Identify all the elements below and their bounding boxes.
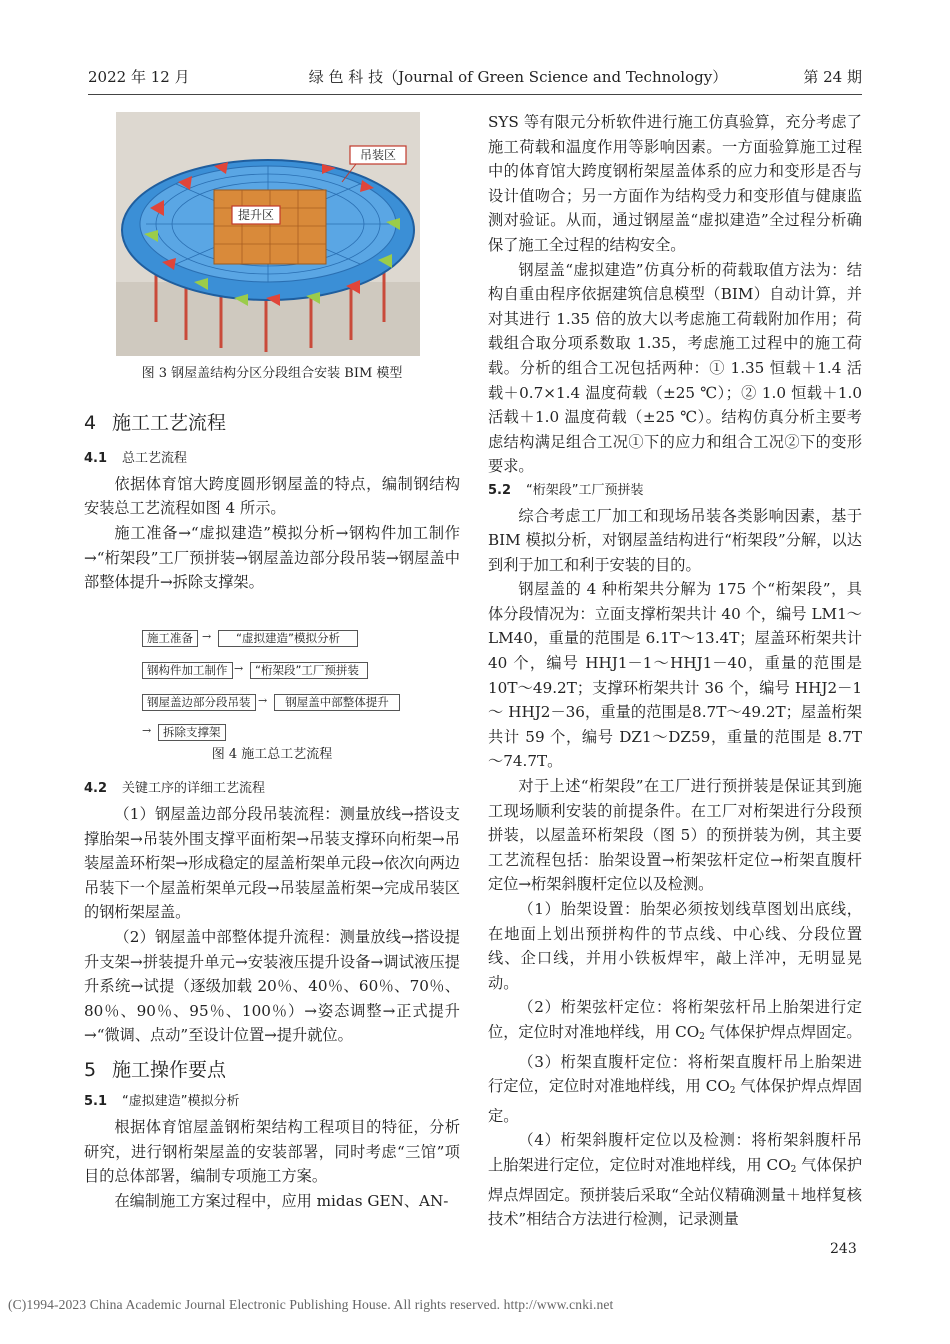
- issue-number: 第 24 期: [803, 68, 862, 86]
- paragraph-text: （4）桁架斜腹杆定位以及检测：将桁架斜腹杆吊上胎架进行定位，定位时对准地样线，用 CO: [488, 1131, 862, 1174]
- subsection-5-2-heading: [488, 479, 862, 504]
- section-4-heading: [84, 411, 460, 436]
- co2-subscript: 2: [729, 1086, 736, 1097]
- flow-step: 钢构件加工制作: [142, 662, 233, 679]
- flow-step: “桁架段”工厂预拼装: [250, 662, 368, 679]
- paragraph: [488, 1050, 862, 1129]
- flow-arrow: →: [202, 630, 212, 643]
- issue-date: 2022 年 12 月: [88, 68, 190, 86]
- paragraph: 钢屋盖的 4 种桁架共分解为 175 个“桁架段”，具体分段情况为：立面支撑桁架共计 40 个，编号 LM1～LM40，重量的范围是 6.1T～13.4T；屋盖环桁架共计 40 个，编号 HHJ1－1～HHJ1－40，重量的范围是 10T～49.2T；支撑环桁架共计 36 个，编号 HHJ2－1～ HHJ2－36，重量的范围是8.7T～49.2T；屋盖桁架共计 59 个，编号 DZ1～DZ59，重量的范围是 8.7T～74.7T。: [488, 580, 862, 771]
- subsection-title: “虚拟建造”模拟分析: [122, 1094, 240, 1110]
- figure-4-flowchart: [140, 624, 410, 744]
- header-rule: [88, 94, 862, 95]
- paragraph-text: （2）桁架弦杆定位：将桁架弦杆吊上胎架进行定位，定位时对准地样线，用 CO: [488, 998, 862, 1041]
- paragraph: [488, 995, 862, 1049]
- co2-subscript: 2: [699, 1031, 705, 1042]
- subsection-4-1-heading: [84, 447, 460, 472]
- subsection-title: 关键工序的详细工艺流程: [122, 781, 266, 797]
- paragraph: （2）钢屋盖中部整体提升流程：测量放线→搭设提升支架→拼装提升单元→安装液压提升设备→调试液压提升系统→试提（逐级加载 20％、40％、60％、70％、80％、90％、95％、100％）→姿态调整→正式提升→“微调、点动”至设计位置→提升就位。: [84, 927, 460, 1045]
- paragraph: 钢屋盖“虚拟建造”仿真分析的荷载取值方法为：结构自重由程序依据建筑信息模型（BIM）自动计算，并对其进行 1.35 倍的放大以考虑施工荷载附加作用；荷载组合取分项系数取 1.35，考虑施工过程中的施工荷载。分析的组合工况包括两种：① 1.35 恒载＋1.4 活载＋0.7×1.4 温度荷载（±25 ℃）；② 1.0 恒载＋1.0 活载＋1.0 温度荷载（±25 ℃）。结构仿真分析主要考虑结构满足组合工况①下的应力和组合工况②下的变形要求。: [488, 260, 862, 476]
- flow-step: 拆除支撑架: [158, 724, 226, 741]
- page-number: 243: [830, 1241, 857, 1257]
- figure-3-caption: 图 3 钢屋盖结构分区分段组合安装 BIM 模型: [141, 366, 403, 381]
- paragraph-text: 气体保护焊点焊固定。: [488, 1077, 863, 1125]
- running-header: [88, 66, 862, 88]
- section-5-heading: [84, 1058, 460, 1083]
- flow-step: 钢屋盖中部整体提升: [274, 694, 400, 711]
- subsection-4-2-heading: [84, 777, 460, 802]
- figure-4-caption: 图 4 施工总工艺流程: [211, 746, 333, 762]
- flow-arrow: →: [234, 662, 244, 675]
- subsection-title: 总工艺流程: [122, 451, 188, 467]
- paragraph: 依据体育馆大跨度圆形钢屋盖的特点，编制钢结构安装总工艺流程如图 4 所示。: [84, 474, 460, 518]
- paragraph-text: 气体保护焊点焊固定。: [704, 1022, 862, 1041]
- flow-step: 施工准备: [142, 630, 198, 647]
- journal-name: 绿 色 科 技（Journal of Green Science and Technology）: [308, 68, 728, 86]
- paragraph-text: （3）桁架直腹杆定位：将桁架直腹杆吊上胎架进行定位，定位时对准地样线，用 CO: [488, 1052, 862, 1096]
- paragraph: SYS 等有限元分析软件进行施工仿真验算，充分考虑了施工荷载和温度作用等影响因素。一方面验算施工过程中的体育馆大跨度钢桁架屋盖体系的应力和变形是否与设计值吻合；另一方面作为结构受力和变形值与健康监测对验证。从而，通过钢屋盖“虚拟建造”全过程分析确保了施工全过程的结构安全。: [488, 113, 862, 254]
- paragraph: （1）钢屋盖边部分段吊装流程：测量放线→搭设支撑胎架→吊装外围支撑平面桁架→吊装支撑环向桁架→吊装屋盖环桁架→形成稳定的屋盖桁架单元段→依次向两边吊装下一个屋盖桁架单元段→吊装屋盖桁架→完成吊装区的钢桁架屋盖。: [84, 804, 460, 922]
- label-lift-zone: 提升区: [237, 208, 275, 222]
- paragraph-text: 气体保护焊点焊固定。预拼装后采取“全站仪精确测量＋地样复核技术”相结合方法进行检测，记录测量: [488, 1155, 863, 1229]
- paragraph: 施工准备→“虚拟建造”模拟分析→钢构件加工制作→“桁架段”工厂预拼装→钢屋盖边部分段吊装→钢屋盖中部整体提升→拆除支撑架。: [84, 523, 460, 592]
- co2-subscript: 2: [790, 1164, 797, 1175]
- subsection-number: 4.1: [84, 451, 108, 467]
- subsection-number: 4.2: [84, 781, 108, 797]
- copyright-notice: (C)1994-2023 China Academic Journal Electronic Publishing House. All rights reserved. http://www.cnki.net: [8, 1297, 614, 1312]
- flow-arrow: →: [258, 694, 268, 707]
- paragraph: （1）胎架设置：胎架必须按划线草图划出底线，在地面上划出预拼构件的节点线、中心线、分段位置线、企口线，并用小铁板焊牢，敲上洋冲，无明显晃动。: [488, 900, 862, 992]
- label-hoist-zone: 吊装区: [359, 148, 397, 162]
- subsection-number: 5.2: [488, 482, 512, 498]
- section-title: 施工操作要点: [112, 1058, 227, 1081]
- section-number: 4: [84, 411, 97, 434]
- subsection-5-1-heading: [84, 1090, 460, 1115]
- subsection-title: “桁架段”工厂预拼装: [526, 482, 644, 498]
- paragraph: 综合考虑工厂加工和现场吊装各类影响因素，基于 BIM 模拟分析，对钢屋盖结构进行“桁架段”分解，以达到利于加工和利于安装的目的。: [488, 506, 862, 574]
- right-column: [488, 110, 862, 1232]
- paragraph: [488, 1128, 862, 1231]
- section-number: 5: [84, 1058, 97, 1081]
- subsection-number: 5.1: [84, 1094, 108, 1110]
- flow-step: 钢屋盖边部分段吊装: [142, 694, 256, 711]
- section-title: 施工工艺流程: [112, 411, 227, 434]
- paragraph: 在编制施工方案过程中，应用 midas GEN、AN-: [114, 1191, 449, 1210]
- paragraph: 对于上述“桁架段”在工厂进行预拼装是保证其到施工现场顺利安装的前提条件。在工厂对桁架进行分段预拼装，以屋盖环桁架段（图 5）的预拼装为例，其主要工艺流程包括：胎架设置→桁架弦杆定位→桁架直腹杆定位→桁架斜腹杆定位以及检测。: [488, 777, 862, 894]
- flow-step: “虚拟建造”模拟分析: [218, 630, 358, 647]
- flow-arrow: →: [142, 724, 152, 737]
- paragraph: 根据体育馆屋盖钢桁架结构工程项目的特征，分析研究，进行钢桁架屋盖的安装部署，同时考虑“三馆”项目的总体部署，编制专项施工方案。: [84, 1118, 460, 1186]
